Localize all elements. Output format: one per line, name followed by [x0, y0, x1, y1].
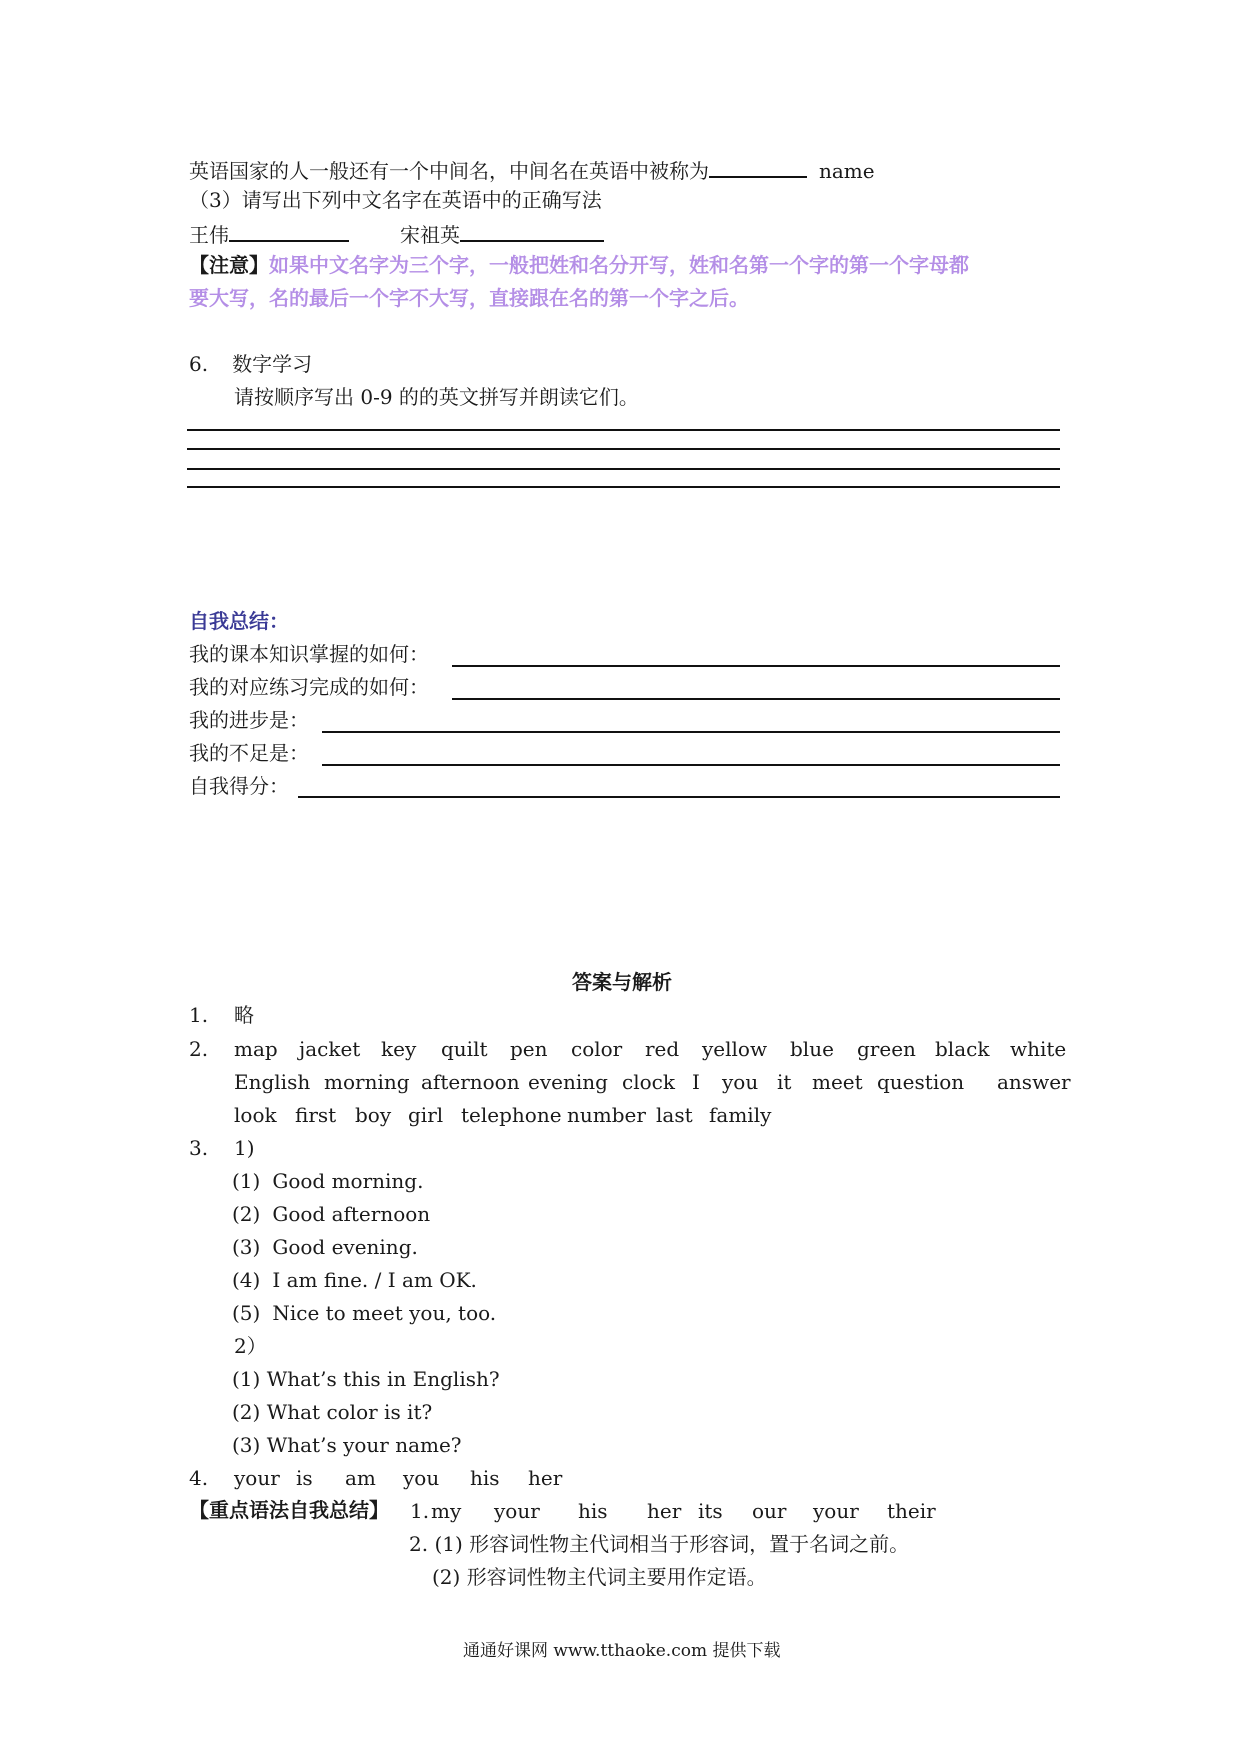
vocab-word: first [295, 1103, 337, 1127]
numbers-answer-line-1[interactable] [187, 429, 1060, 431]
answers-title: 答案与解析 [572, 970, 672, 994]
answer-1-text: 略 [234, 1003, 254, 1027]
item-number: (5) [232, 1301, 261, 1325]
summary-item-2: 我的对应练习完成的如何： [189, 675, 429, 699]
page-footer: 通通好课网 www.tthaoke.com 提供下载 [463, 1641, 781, 1661]
pronoun-word: her [528, 1466, 563, 1490]
summary-line-4[interactable] [322, 764, 1060, 766]
vocab-word: I [692, 1070, 700, 1094]
item-number: (4) [232, 1268, 261, 1292]
item-text: Good morning. [272, 1169, 424, 1193]
possessive-word: his [578, 1499, 608, 1523]
grammar-2-line-2: (2) 形容词性物主代词主要用作定语。 [432, 1565, 767, 1589]
numbers-heading [189, 354, 312, 374]
note-text-1: 如果中文名字为三个字，一般把姓和名分开写，姓和名第一个字的第一个字母都 [269, 253, 969, 277]
vocab-word: answer [997, 1070, 1071, 1094]
possessive-word: your [813, 1499, 859, 1523]
note-line-2: 要大写，名的最后一个字不大写，直接跟在名的第一个字之后。 [189, 286, 749, 310]
vocab-word: look [234, 1103, 277, 1127]
vocab-word: meet [812, 1070, 863, 1094]
answer-3-item-3 [232, 1237, 418, 1257]
vocab-word: girl [408, 1103, 444, 1127]
vocab-word: clock [622, 1070, 675, 1094]
summary-item-1: 我的课本知识掌握的如何： [189, 642, 429, 666]
vocab-word: it [777, 1070, 792, 1094]
summary-line-1[interactable] [452, 665, 1060, 667]
numbers-answer-line-4[interactable] [187, 486, 1060, 488]
name-wang-wei: 王伟 [189, 223, 229, 247]
numbers-answer-line-3[interactable] [187, 468, 1060, 470]
vocab-word: green [857, 1037, 916, 1061]
summary-item-3: 我的进步是： [189, 708, 309, 732]
numbers-index: 6. [189, 352, 209, 376]
middle-name-text: 英语国家的人一般还有一个中间名，中间名在英语中被称为 [189, 159, 709, 183]
item-number: (3) [232, 1235, 261, 1259]
vocab-word: boy [355, 1103, 392, 1127]
summary-item-4: 我的不足是： [189, 741, 309, 765]
vocab-word: evening [528, 1070, 608, 1094]
vocab-word: number [567, 1103, 646, 1127]
grammar-2-line-1: 2. (1) 形容词性物主代词相当于形容词，置于名词之前。 [409, 1532, 910, 1556]
vocab-word: question [877, 1070, 965, 1094]
item-number: (1) [232, 1169, 261, 1193]
possessive-word: your [494, 1499, 540, 1523]
item-text: Good evening. [272, 1235, 418, 1259]
vocab-word: blue [790, 1037, 834, 1061]
answer-3-part-1: 1) [234, 1136, 255, 1160]
answer-3-item-5 [232, 1303, 496, 1323]
vocab-word: pen [510, 1037, 548, 1061]
wang-wei-blank[interactable] [229, 222, 349, 242]
item-text: Good afternoon [272, 1202, 431, 1226]
vocab-word: morning [324, 1070, 410, 1094]
answer-3-index: 3. [189, 1136, 209, 1160]
vocab-word: jacket [299, 1037, 361, 1061]
vocab-word: last [656, 1103, 693, 1127]
name-writing-question: （3）请写出下列中文名字在英语中的正确写法 [189, 188, 602, 212]
vocab-word: family [709, 1103, 772, 1127]
vocab-word: yellow [702, 1037, 768, 1061]
note-line-1 [189, 255, 969, 275]
note-label: 【注意】 [189, 253, 269, 277]
answer-3-item-1 [232, 1171, 423, 1191]
pronoun-word: you [403, 1466, 440, 1490]
answer-3-item-2 [232, 1204, 430, 1224]
possessive-word: its [698, 1499, 723, 1523]
numbers-instruction: 请按顺序写出 0-9 的的英文拼写并朗读它们。 [234, 385, 639, 409]
vocab-word: key [381, 1037, 417, 1061]
grammar-1-number: 1. [410, 1499, 430, 1523]
pronoun-word: am [345, 1466, 376, 1490]
vocab-word: telephone [461, 1103, 562, 1127]
name-song-zuying-row [400, 222, 604, 245]
answer-1-index: 1. [189, 1003, 209, 1027]
song-zuying-blank[interactable] [460, 222, 604, 242]
middle-name-question [189, 158, 875, 181]
name-song-zuying: 宋祖英 [400, 223, 460, 247]
vocab-word: white [1010, 1037, 1067, 1061]
answer-4-index: 4. [189, 1466, 209, 1490]
possessive-word: her [647, 1499, 682, 1523]
possessive-word: our [752, 1499, 787, 1523]
vocab-word: black [935, 1037, 990, 1061]
vocab-word: red [645, 1037, 680, 1061]
numbers-title: 数字学习 [232, 352, 313, 376]
possessive-word: their [887, 1499, 936, 1523]
summary-line-2[interactable] [452, 698, 1060, 700]
answer-2-index: 2. [189, 1037, 209, 1061]
vocab-word: quilt [441, 1037, 488, 1061]
middle-name-suffix: name [819, 159, 875, 183]
middle-name-blank[interactable] [709, 158, 807, 178]
vocab-word: you [722, 1070, 759, 1094]
summary-line-5[interactable] [298, 796, 1060, 798]
pronoun-word: his [470, 1466, 500, 1490]
answer-3-part-2: 2） [234, 1334, 267, 1358]
pronoun-word: your [234, 1466, 280, 1490]
item-number: (2) [232, 1202, 261, 1226]
possessive-word: my [431, 1499, 462, 1523]
pronoun-word: is [296, 1466, 313, 1490]
answer-3-item-4 [232, 1270, 477, 1290]
answer-3-question-2: (2) What color is it? [232, 1400, 433, 1424]
vocab-word: English [234, 1070, 311, 1094]
grammar-label: 【重点语法自我总结】 [189, 1498, 389, 1522]
vocab-word: map [234, 1037, 278, 1061]
name-wang-wei-row [189, 222, 349, 245]
item-text: Nice to meet you, too. [272, 1301, 497, 1325]
answer-3-question-3: (3) What’s your name? [232, 1433, 462, 1457]
numbers-answer-line-2[interactable] [187, 448, 1060, 450]
item-text: I am fine. / I am OK. [272, 1268, 477, 1292]
vocab-word: afternoon [421, 1070, 520, 1094]
summary-line-3[interactable] [322, 731, 1060, 733]
vocab-word: color [571, 1037, 623, 1061]
summary-item-5: 自我得分： [189, 774, 289, 798]
summary-title: 自我总结： [189, 609, 289, 633]
answer-3-question-1: (1) What’s this in English? [232, 1367, 500, 1391]
